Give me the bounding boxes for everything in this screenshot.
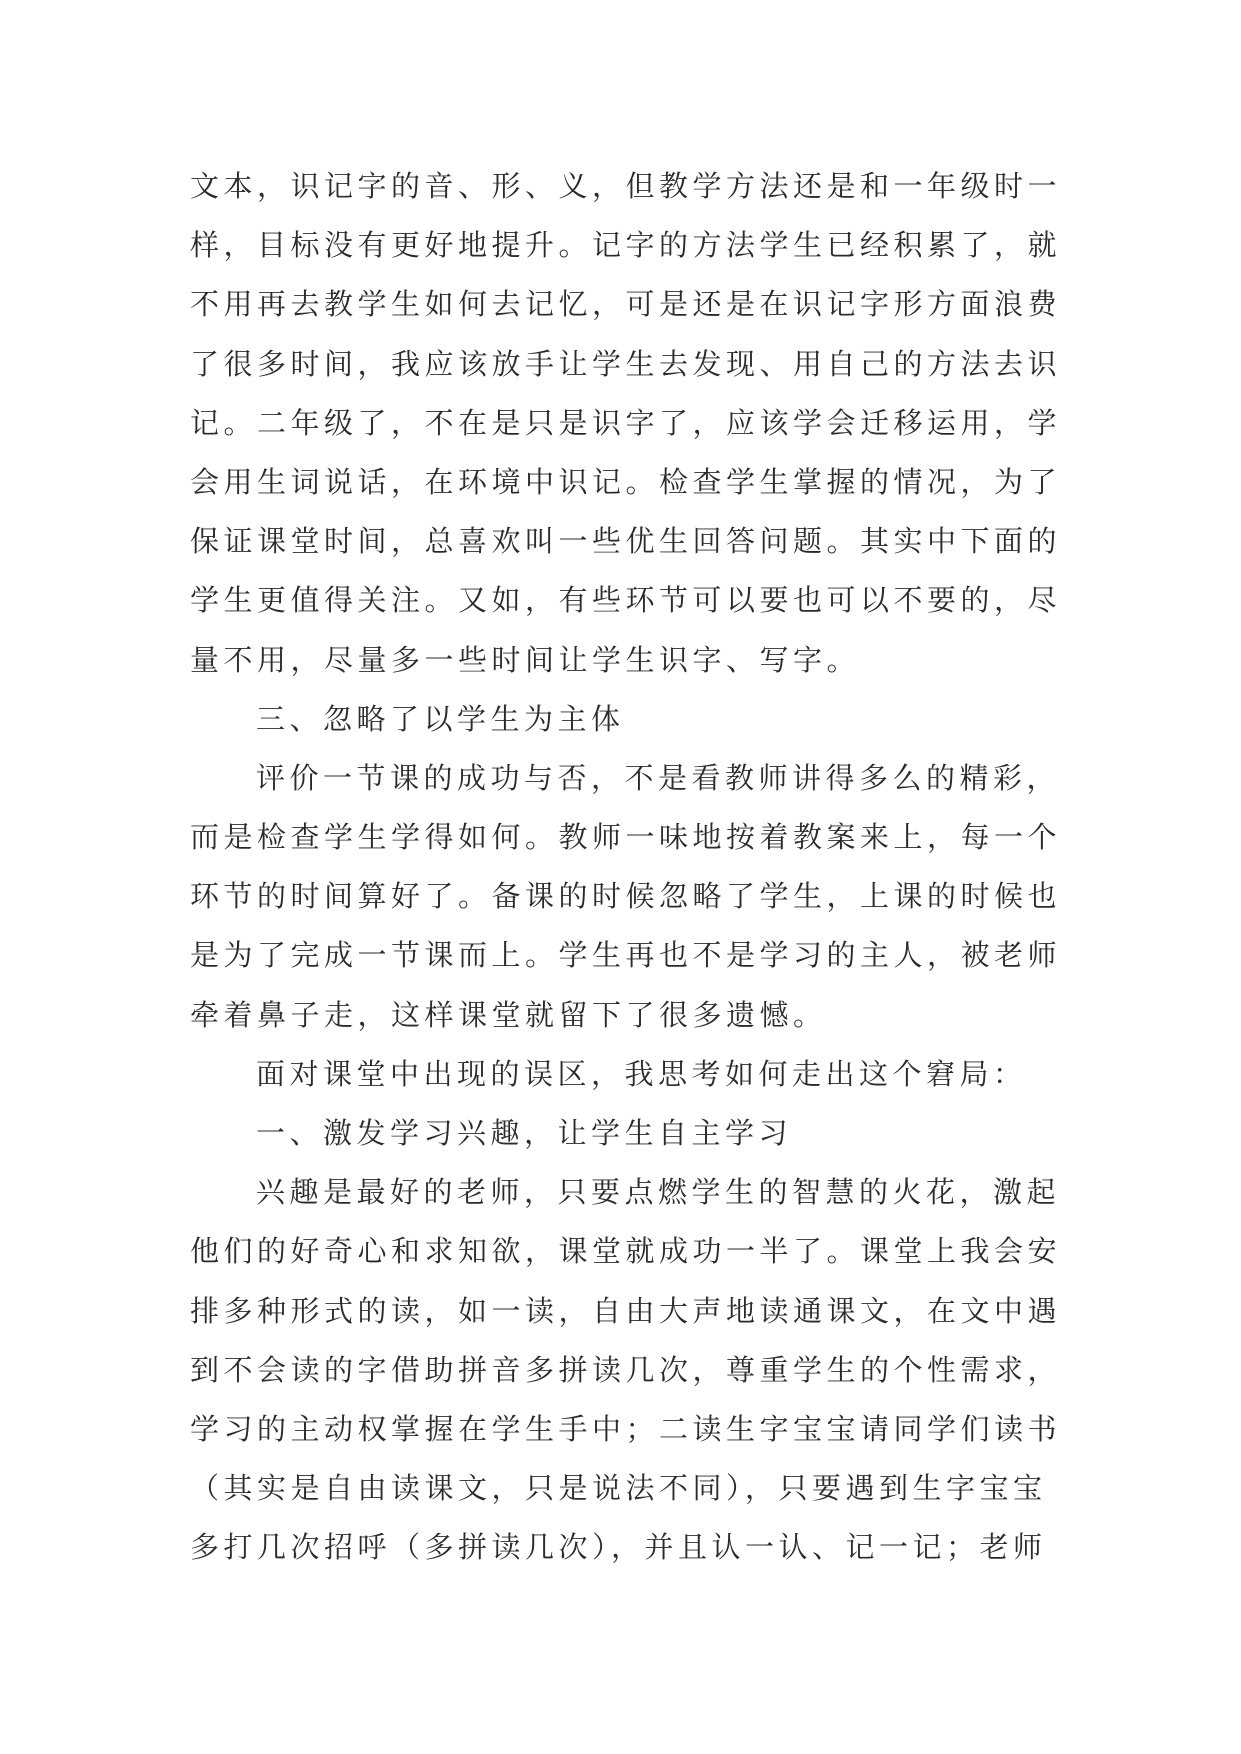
text-line: 不用再去教学生如何去记忆，可是还是在识记字形方面浪费 xyxy=(190,287,1062,322)
text-line: 保证课堂时间，总喜欢叫一些优生回答问题。其实中下面的 xyxy=(190,524,1062,559)
text-line: 到不会读的字借助拼音多拼读几次，尊重学生的个性需求， xyxy=(190,1352,1062,1387)
body-text xyxy=(190,157,1062,1578)
text-line: 多打几次招呼（多拼读几次），并且认一认、记一记；老师 xyxy=(190,1530,1047,1565)
text-line: （其实是自由读课文，只是说法不同），只要遇到生字宝宝 xyxy=(190,1471,1047,1506)
section-heading: 一、激发学习兴趣，让学生自主学习 xyxy=(256,1116,793,1150)
text-line: 学生更值得关注。又如，有些环节可以要也可以不要的，尽 xyxy=(190,583,1062,618)
paragraph-start-line: 兴趣是最好的老师，只要点燃学生的智慧的火花，激起 xyxy=(256,1175,1061,1210)
text-line: 环节的时间算好了。备课的时候忽略了学生，上课的时候也 xyxy=(190,879,1062,914)
section-heading: 三、忽略了以学生为主体 xyxy=(256,701,625,736)
text-line: 样，目标没有更好地提升。记字的方法学生已经积累了，就 xyxy=(190,228,1062,263)
text-line: 他们的好奇心和求知欲，课堂就成功一半了。课堂上我会安 xyxy=(190,1234,1062,1269)
paragraph-start-line: 面对课堂中出现的误区，我思考如何走出这个窘局： xyxy=(256,1056,1027,1091)
paragraph-start-line: 评价一节课的成功与否，不是看教师讲得多么的精彩， xyxy=(256,760,1061,795)
text-line: 排多种形式的读，如一读，自由大声地读通课文，在文中遇 xyxy=(190,1293,1062,1328)
text-line: 牵着鼻子走，这样课堂就留下了很多遗憾。 xyxy=(190,997,827,1032)
text-line: 而是检查学生学得如何。教师一味地按着教案来上，每一个 xyxy=(190,820,1062,855)
text-line: 学习的主动权掌握在学生手中；二读生字宝宝请同学们读书 xyxy=(190,1411,1062,1446)
text-line: 会用生词说话，在环境中识记。检查学生掌握的情况，为了 xyxy=(190,464,1062,499)
text-line: 了很多时间，我应该放手让学生去发现、用自己的方法去识 xyxy=(190,346,1062,381)
text-line: 量不用，尽量多一些时间让学生识字、写字。 xyxy=(190,642,861,677)
text-line: 是为了完成一节课而上。学生再也不是学习的主人，被老师 xyxy=(190,938,1062,973)
text-line: 文本，识记字的音、形、义，但教学方法还是和一年级时一 xyxy=(190,169,1062,203)
text-line: 记。二年级了，不在是只是识字了，应该学会迁移运用，学 xyxy=(190,405,1062,440)
